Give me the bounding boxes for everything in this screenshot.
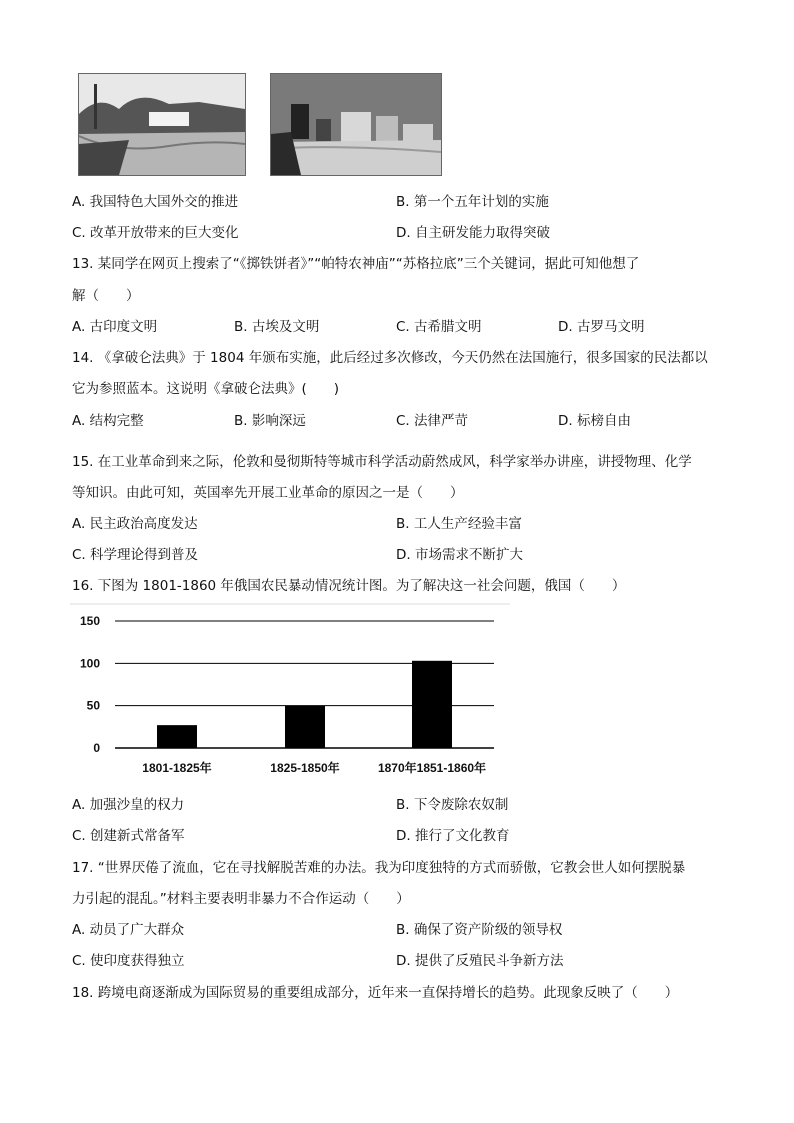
bar	[285, 706, 325, 748]
q15-stem-line2: 等知识。由此可知，英国率先开展工业革命的原因之一是（ ）	[72, 485, 464, 501]
q12-option-c: C. 改革开放带来的巨大变化	[72, 225, 239, 241]
q17-stem-line1: 17. “世界厌倦了流血，它在寻找解脱苦难的办法。我为印度独特的方式而骄傲，它教会世人如何摆脱暴	[72, 860, 686, 876]
y-tick-label: 50	[86, 698, 100, 713]
y-tick-label: 150	[79, 614, 100, 628]
modern-city-photo	[270, 73, 442, 176]
q12-option-b: B. 第一个五年计划的实施	[396, 194, 549, 210]
q16-option-b: B. 下令废除农奴制	[396, 797, 509, 813]
q16-option-d: D. 推行了文化教育	[396, 828, 510, 844]
q13-stem-line2: 解（ ）	[72, 288, 140, 304]
q12-option-d: D. 自主研发能力取得突破	[396, 225, 550, 241]
peasant-uprising-bar-chart	[70, 603, 510, 788]
q12-option-a: A. 我国特色大国外交的推进	[72, 194, 239, 210]
q14-option-d: D. 标榜自由	[558, 413, 631, 429]
q17-option-a: A. 动员了广大群众	[72, 922, 185, 938]
q17-stem-line2: 力引起的混乱。”材料主要表明非暴力不合作运动（ ）	[72, 891, 410, 907]
q14-option-c: C. 法律严苛	[396, 413, 469, 429]
x-category-label: 1801-1825年	[142, 761, 212, 775]
q15-option-b: B. 工人生产经验丰富	[396, 516, 522, 532]
q14-option-b: B. 影响深远	[234, 413, 306, 429]
q15-option-c: C. 科学理论得到普及	[72, 547, 199, 563]
x-category-label: 1870年1851-1860年	[377, 761, 487, 775]
q16-option-c: C. 创建新式常备军	[72, 828, 185, 844]
bar	[157, 725, 197, 748]
x-category-label: 1825-1850年	[270, 761, 340, 775]
bar	[412, 661, 452, 748]
q15-stem-line1: 15. 在工业革命到来之际，伦敦和曼彻斯特等城市科学活动蔚然成风，科学家举办讲座，讲授物理、化学	[72, 454, 692, 470]
q14-stem-line2: 它为参照蓝本。这说明《拿破仑法典》( )	[72, 381, 340, 397]
q14-stem-line1: 14. 《拿破仑法典》于 1804 年颁布实施，此后经过多次修改，今天仍然在法国施行，很多国家的民法都以	[72, 350, 708, 366]
q13-option-b: B. 古埃及文明	[234, 319, 320, 335]
y-tick-label: 0	[93, 741, 100, 755]
chart-svg	[70, 603, 510, 788]
q17-option-d: D. 提供了反殖民斗争新方法	[396, 953, 564, 969]
q13-stem-line1: 13. 某同学在网页上搜索了“《掷铁饼者》”“帕特农神庙”“苏格拉底”三个关键词，据此可知他想了	[72, 256, 640, 272]
q13-option-a: A. 古印度文明	[72, 319, 158, 335]
q17-option-b: B. 确保了资产阶级的领导权	[396, 922, 563, 938]
q16-stem-line1: 16. 下图为 1801-1860 年俄国农民暴动情况统计图。为了解决这一社会问题，俄国（ ）	[72, 578, 626, 594]
old-city-photo	[78, 73, 246, 176]
q18-stem-line1: 18. 跨境电商逐渐成为国际贸易的重要组成部分，近年来一直保持增长的趋势。此现象反映了（ ）	[72, 985, 679, 1001]
y-tick-label: 100	[79, 656, 100, 671]
q15-option-d: D. 市场需求不断扩大	[396, 547, 523, 563]
q17-option-c: C. 使印度获得独立	[72, 953, 185, 969]
q14-option-a: A. 结构完整	[72, 413, 144, 429]
q15-option-a: A. 民主政治高度发达	[72, 516, 198, 532]
q13-option-d: D. 古罗马文明	[558, 319, 645, 335]
q16-option-a: A. 加强沙皇的权力	[72, 797, 185, 813]
q13-option-c: C. 古希腊文明	[396, 319, 482, 335]
